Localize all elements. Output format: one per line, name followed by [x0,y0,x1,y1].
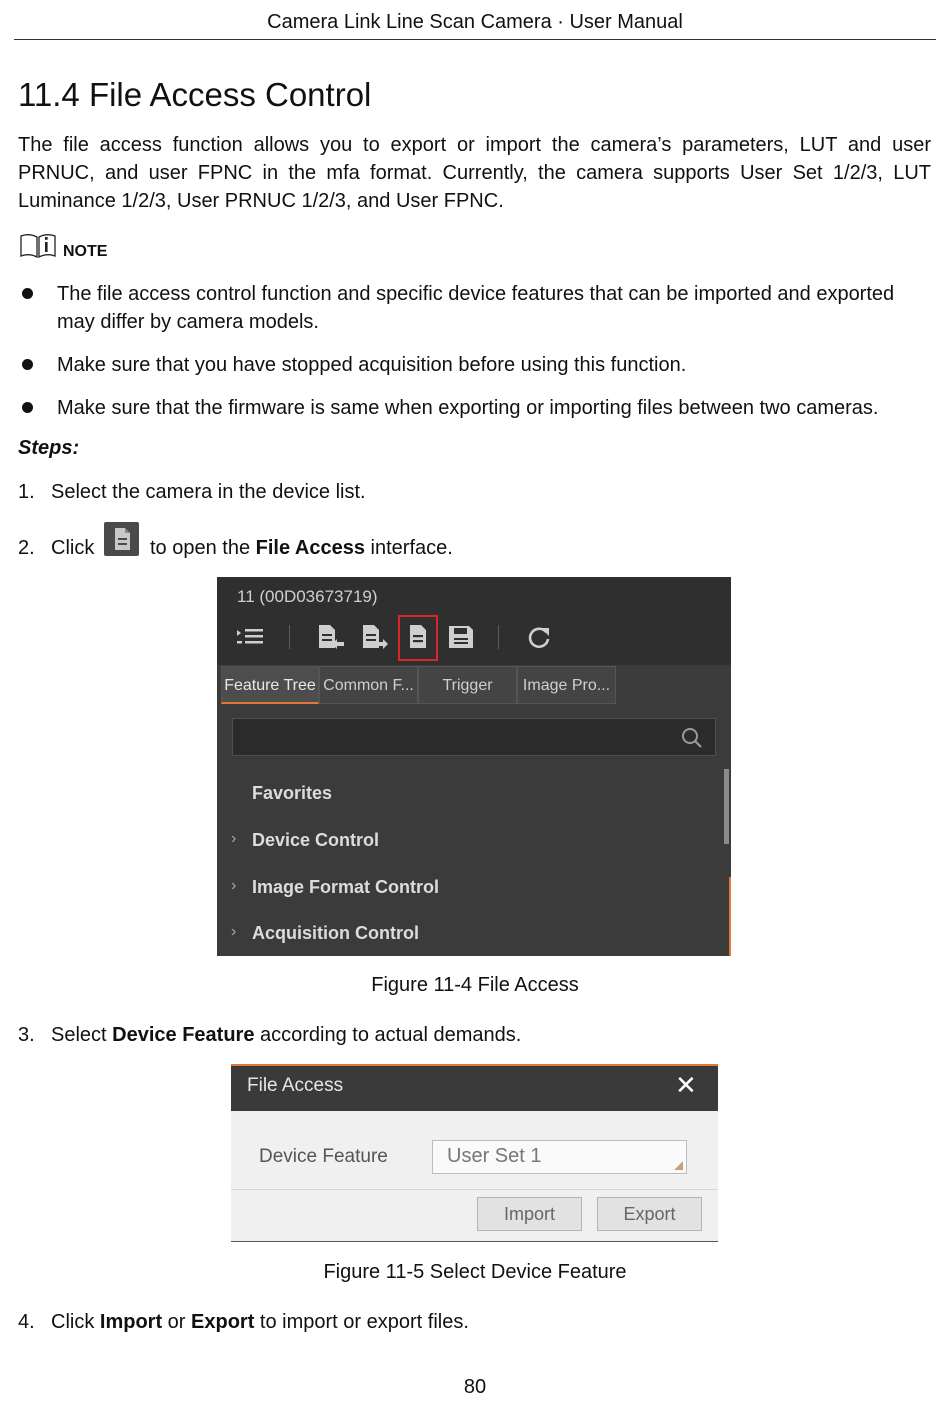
toolbar-separator [289,625,290,649]
import-button[interactable]: Import [477,1197,582,1231]
list-collapse-icon[interactable] [233,620,267,654]
step-keyword: Device Feature [112,1024,255,1046]
search-input[interactable] [232,718,716,756]
note-bullet: The file access control function and specific device features that can be imported and exported may differ by camera models. [57,283,895,333]
chevron-right-icon[interactable]: › [231,830,237,847]
step-number: 3. [18,1024,35,1046]
step-text-part: Click [51,1311,100,1333]
step-keyword: Import [99,1311,163,1333]
step-keyword: Export [191,1311,255,1333]
figure-caption: Figure 11-4 File Access [371,974,579,996]
step-text-part: to open the [150,537,256,559]
tree-item-device-control[interactable]: Device Control [252,830,380,850]
step-text-part: Select [51,1024,113,1046]
export-file-icon[interactable] [357,620,391,654]
step-number: 4. [18,1311,35,1333]
tab-image-processing[interactable]: Image Pro... [517,666,616,704]
tree-item-favorites[interactable]: Favorites [252,783,333,803]
step-keyword: File Access [255,537,365,559]
note-bullet: Make sure that you have stopped acquisition before using this function. [57,354,687,376]
save-icon[interactable] [444,620,478,654]
tab-common-features[interactable]: Common F... [319,666,418,704]
tab-feature-tree[interactable]: Feature Tree [221,666,319,704]
step-number: 1. [18,481,35,503]
step-text-part: interface. [364,537,453,559]
step-text [150,537,453,560]
step-text [51,1311,469,1334]
panel-edge [729,877,731,956]
refresh-icon[interactable] [522,620,556,654]
toolbar-separator [498,625,499,649]
header-divider [14,39,936,40]
tree-item-acquisition-control[interactable]: Acquisition Control [252,923,419,943]
camera-title: 11 (00D03673719) [237,587,378,606]
file-access-icon [104,522,139,556]
import-file-icon[interactable] [313,620,347,654]
section-title: 11.4 File Access Control [18,76,372,113]
file-access-icon[interactable] [401,620,435,654]
tree-item-image-format-control[interactable]: Image Format Control [252,877,440,897]
steps-label: Steps: [18,437,80,459]
file-access-dialog-screenshot [231,1064,718,1242]
chevron-right-icon[interactable]: › [231,877,237,894]
intro-paragraph: The file access function allows you to export or import the camera’s parameters, LUT and user PRNUC, and user FPNC in the mfa format. Currently, the camera supports User Set 1/2/3, LUT Luminance 1/2/3, User PRNUC 1/2/3, and User FPNC. [18,134,931,212]
scrollbar[interactable] [724,769,729,844]
bullet-dot [22,359,33,370]
file-access-screenshot [217,577,731,956]
dialog-divider [231,1189,718,1190]
close-icon[interactable]: ✕ [675,1070,697,1100]
figure-caption: Figure 11-5 Select Device Feature [323,1261,627,1283]
export-button[interactable]: Export [597,1197,702,1231]
note-bullet: Make sure that the firmware is same when exporting or importing files between two cameras. [57,397,879,419]
running-header: Camera Link Line Scan Camera · User Manual [267,11,683,33]
step-text-part: according to actual demands. [254,1024,522,1046]
step-text: Select the camera in the device list. [51,481,366,503]
dialog-title: File Access [247,1075,344,1096]
chevron-right-icon[interactable]: › [231,923,237,940]
device-feature-label: Device Feature [259,1146,388,1167]
bullet-dot [22,402,33,413]
step-number: 2. [18,537,35,559]
step-text-click: Click [51,537,95,559]
note-label: NOTE [63,243,108,260]
device-feature-select[interactable] [432,1140,687,1174]
step-text-part: to import or export files. [254,1311,469,1333]
step-text [51,1024,521,1047]
book-info-icon [19,233,57,259]
dropdown-corner-icon [674,1161,683,1170]
search-icon[interactable] [681,727,703,749]
bullet-dot [22,288,33,299]
device-feature-value: User Set 1 [447,1145,542,1167]
tab-trigger[interactable]: Trigger [418,666,517,704]
step-text-part: or [162,1311,192,1333]
page-number: 80 [463,1376,487,1398]
